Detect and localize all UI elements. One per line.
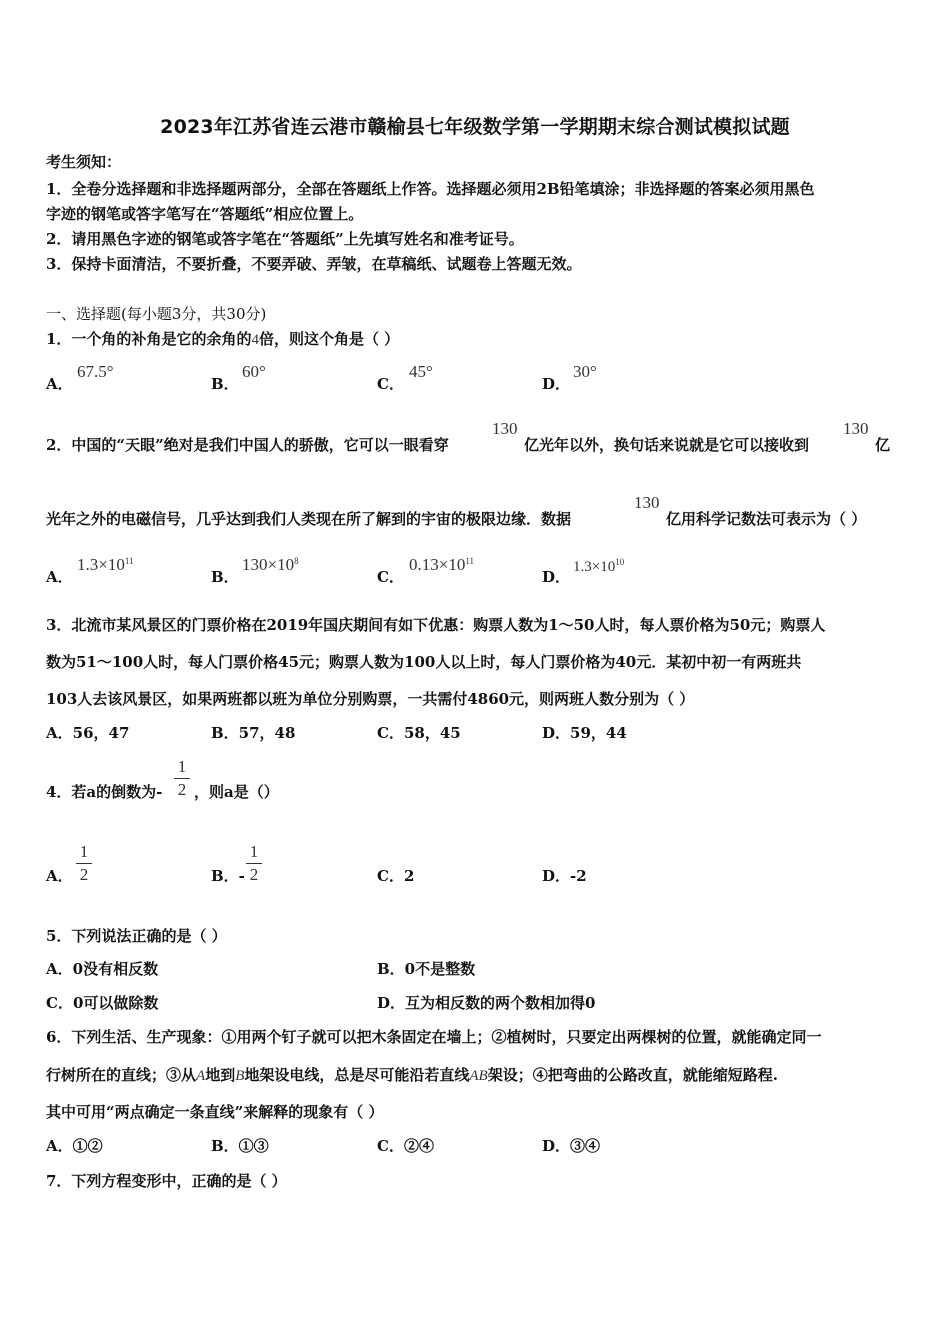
option-label: D． — [542, 375, 571, 393]
question-3-line-3: 103人去该风景区，如果两班都以班为单位分别购票，一共需付4860元，则两班人数分别为（ ） — [46, 690, 695, 708]
variable-a: A — [196, 1068, 206, 1084]
question-2-number-3: 130 — [634, 493, 660, 512]
question-3-line-2: 数为51～100人时，每人门票价格45元；购票人数为100人以上时，每人门票价格为40元．某初中初一有两班共 — [46, 653, 802, 671]
question-4-text-a: 4．若a的倒数为- — [46, 783, 163, 801]
question-5-option-a[interactable]: A．0没有相反数 — [46, 960, 159, 978]
question-6-line-1: 6．下列生活、生产现象：①用两个钉子就可以把木条固定在墙上；②植树时，只要定出两棵树的位置，就能确定同一 — [46, 1028, 822, 1046]
question-3-option-c[interactable]: C．58，45 — [377, 724, 461, 742]
question-1-option-d[interactable] — [542, 373, 570, 394]
question-2-number-2: 130 — [843, 419, 869, 438]
option-label: A． — [46, 375, 73, 393]
question-5-option-d[interactable]: D．互为相反数的两个数相加得0 — [377, 994, 596, 1012]
question-6-option-c[interactable]: C．②④ — [377, 1137, 434, 1155]
question-6-option-d[interactable]: D．③④ — [542, 1137, 601, 1155]
question-1-option-a-value: 67.5° — [77, 362, 114, 381]
question-2-option-b-value: $130\times 10^8$ — [242, 555, 299, 574]
question-2-option-d[interactable] — [542, 566, 570, 587]
question-1-option-b-value: 60° — [242, 362, 266, 381]
question-1-text-b: 倍，则这个角是（ ） — [258, 330, 400, 348]
question-4-option-c[interactable]: C．2 — [377, 867, 415, 885]
question-2-option-c-value: $0.13\times 10^{11}$ — [409, 555, 475, 574]
variable-ab: AB — [469, 1068, 488, 1084]
question-2-line-1-c: 亿 — [875, 436, 891, 454]
question-2-line-1-b: 亿光年以外，换句话来说就是它可以接收到 — [524, 436, 810, 454]
option-label: B． — [211, 568, 239, 586]
variable-b: B — [235, 1068, 245, 1084]
question-2-option-a[interactable] — [46, 566, 73, 587]
question-1-option-a[interactable] — [46, 373, 73, 394]
question-5-option-b[interactable]: B．0不是整数 — [377, 960, 476, 978]
question-1-option-c[interactable] — [377, 373, 404, 394]
question-2-number-1: 130 — [492, 419, 518, 438]
question-2-option-a-value: $1.3\times 10^{11}$ — [77, 555, 134, 574]
question-1-option-b[interactable] — [211, 373, 239, 394]
notice-item-1-line-1: 1．全卷分选择题和非选择题两部分，全部在答题纸上作答。选择题必须用2B铅笔填涂；非选择题的答案必须用黑色 — [46, 180, 815, 198]
question-2-line-1-a: 2．中国的“天眼”绝对是我们中国人的骄傲，它可以一眼看穿 — [46, 436, 449, 454]
question-3-option-d[interactable]: D．59，44 — [542, 724, 627, 742]
question-1-option-c-value: 45° — [409, 362, 433, 381]
notice-item-2: 2．请用黑色字迹的钢笔或答字笔在“答题纸”上先填写姓名和准考证号。 — [46, 230, 524, 248]
question-2-option-c[interactable] — [377, 566, 404, 587]
option-label: D． — [542, 568, 571, 586]
question-3-option-a[interactable]: A．56，47 — [46, 724, 130, 742]
option-label: C． — [377, 375, 404, 393]
section-heading: 一、选择题(每小题3分，共30分) — [46, 305, 267, 323]
page-title: 2023年江苏省连云港市赣榆县七年级数学第一学期期末综合测试模拟试题 — [160, 116, 790, 138]
question-4-option-d[interactable]: D．-2 — [542, 867, 587, 885]
question-2-option-b[interactable] — [211, 566, 239, 587]
option-label: B． — [211, 375, 239, 393]
question-6-line-2: 行树所在的直线；③从A地到B地架设电线，总是尽可能沿若直线AB架设；④把弯曲的公路改直，就能缩短路程. — [46, 1066, 778, 1084]
question-2-option-d-value: $1.3\times 10^{10}$ — [573, 557, 625, 575]
question-1-option-d-value: 30° — [573, 362, 597, 381]
question-2-line-2-b: 亿用科学记数法可表示为（ ） — [666, 510, 867, 528]
question-6-line-3: 其中可用“两点确定一条直线”来解释的现象有（ ） — [46, 1103, 384, 1121]
question-7-stem: 7．下列方程变形中，正确的是（ ） — [46, 1172, 287, 1190]
question-1-number: 4 — [251, 332, 259, 348]
question-4-fraction: 1 2 — [174, 757, 190, 800]
question-4-option-a[interactable]: A． — [46, 867, 73, 885]
question-4-option-a-fraction: 1 2 — [76, 842, 92, 885]
notice-item-3: 3．保持卡面清洁，不要折叠，不要弄破、弄皱，在草稿纸、试题卷上答题无效。 — [46, 255, 582, 273]
question-2-line-2-a: 光年之外的电磁信号，几乎达到我们人类现在所了解到的宇宙的极限边缘．数据 — [46, 510, 572, 528]
option-label: C． — [377, 568, 404, 586]
notice-heading: 考生须知： — [46, 153, 122, 171]
question-6-option-a[interactable]: A．①② — [46, 1137, 103, 1155]
option-label: A． — [46, 568, 73, 586]
question-5-stem: 5．下列说法正确的是（ ） — [46, 927, 227, 945]
question-1-stem — [46, 328, 399, 349]
question-1-text-a: 1．一个角的补角是它的余角的 — [46, 330, 252, 348]
question-4-option-b-fraction: 1 2 — [246, 842, 262, 885]
question-6-option-b[interactable]: B．①③ — [211, 1137, 269, 1155]
notice-item-1-line-2: 字迹的钢笔或答字笔写在“答题纸”相应位置上。 — [46, 205, 364, 223]
question-5-option-c[interactable]: C．0可以做除数 — [46, 994, 159, 1012]
question-3-option-b[interactable]: B．57，48 — [211, 724, 296, 742]
question-4-text-b: ，则a是（） — [194, 783, 279, 801]
question-3-line-1: 3．北流市某风景区的门票价格在2019年国庆期间有如下优惠：购票人数为1～50人时，每人票价格为50元；购票人 — [46, 616, 826, 634]
question-4-option-b[interactable]: B．- — [211, 867, 245, 885]
